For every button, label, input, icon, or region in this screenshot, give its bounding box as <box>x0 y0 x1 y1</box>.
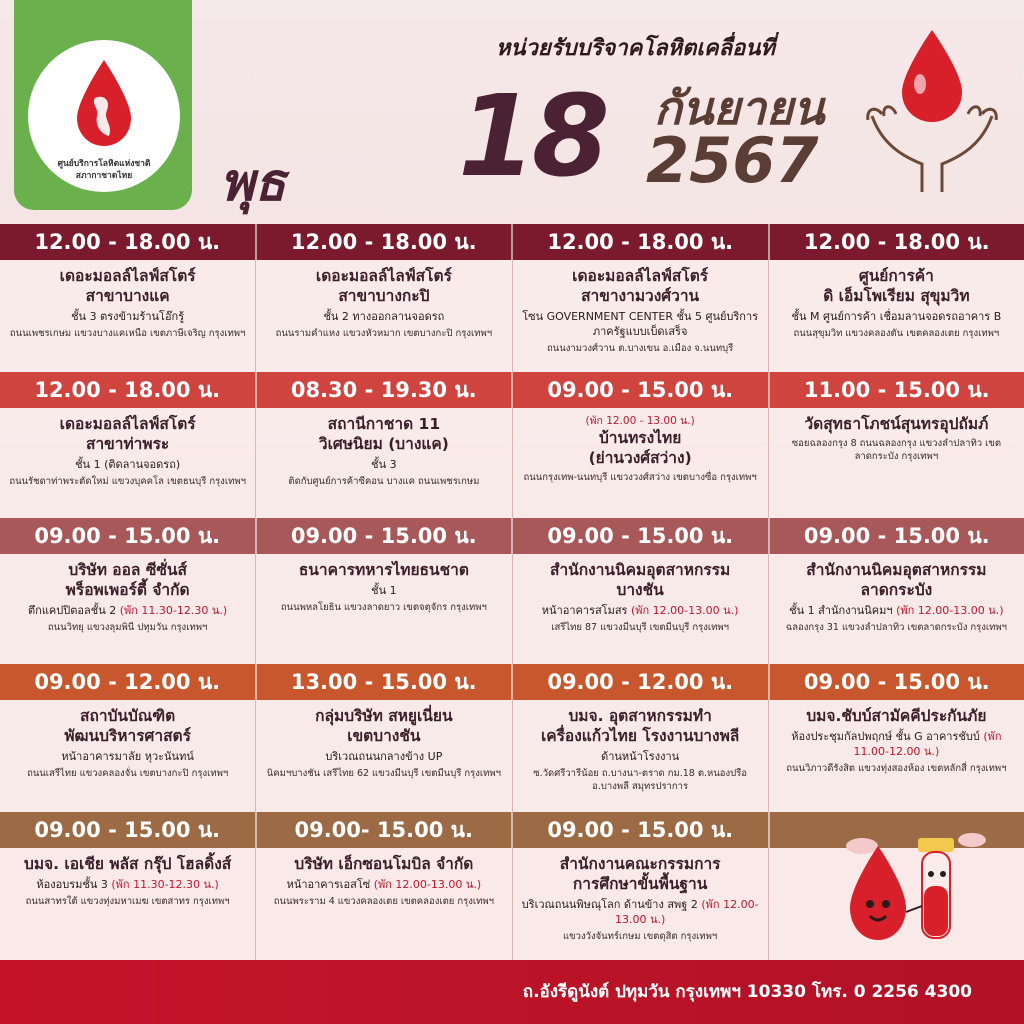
location-name: วัดสุทธาโภชน์สุนทรอุปถัมภ์ <box>804 415 989 433</box>
location-cell <box>513 260 769 372</box>
location-detail <box>775 603 1018 618</box>
location-name: ธนาคารทหารไทยธนชาต <box>298 561 469 579</box>
time-slot: 12.00 - 18.00 น. <box>513 224 770 260</box>
location-address: ถนนวิภาวดีรังสิต แขวงทุ่งสองห้อง เขตหลักสี่ กรุงเทพฯ <box>786 763 1007 774</box>
location-name: บริษัท เอ็กซอนโมบิล จำกัด <box>294 855 474 873</box>
time-slot: 09.00 - 12.00 น. <box>0 664 257 700</box>
location-detail <box>6 749 249 764</box>
location-floor: ห้องประชุมกัลปพฤกษ์ ชั้น G อาคารชับบ์ <box>791 730 980 743</box>
location-name: บมจ. เอเชีย พลัส กรุ๊ป โฮลดิ้งส์ <box>24 855 232 873</box>
location-address: ถนนรัชดาท่าพระตัดใหม่ แขวงบุคคโล เขตธนบุรี กรุงเทพฯ <box>9 476 246 487</box>
location-address: ถนนกรุงเทพ-นนทบุรี แขวงวงศ์สว่าง เขตบางซื่อ กรุงเทพฯ <box>523 472 757 483</box>
break-time: (พัก 11.00-12.00 น.) <box>853 730 1002 758</box>
location-address: ถนนสาทรใต้ แขวงทุ่งมหาเมฆ เขตสาทร กรุงเทพฯ <box>25 896 230 907</box>
location-name: เดอะมอลล์ไลฟ์สโตร์ สาขาบางแค <box>59 267 196 305</box>
location-floor: ชั้น 3 <box>371 458 397 471</box>
break-time: (พัก 12.00-13.00 น.) <box>896 604 1004 617</box>
time-slot: 12.00 - 18.00 น. <box>0 372 257 408</box>
location-floor: ห้องอบรมชั้น 3 <box>36 878 108 891</box>
time-slot: 09.00 - 12.00 น. <box>513 664 770 700</box>
location-address: ฉลองกรุง 31 แขวงลำปลาทิว เขตลาดกระบัง กรุงเทพฯ <box>785 622 1008 633</box>
break-time: (พัก 12.00-13.00 น.) <box>614 898 759 926</box>
footer-bar <box>0 960 1024 1024</box>
time-slot: 09.00 - 15.00 น. <box>0 812 257 848</box>
location-cell <box>0 260 256 372</box>
break-time: (พัก 12.00 - 13.00 น.) <box>585 415 695 427</box>
schedule-row <box>0 518 1024 664</box>
location-name: บมจ. อุตสาหกรรมทำ เครื่องแก้วไทย โรงงานบางพลี <box>540 707 740 745</box>
time-header-row <box>0 518 1024 554</box>
time-slot: 12.00 - 18.00 น. <box>257 224 514 260</box>
location-floor: โซน GOVERNMENT CENTER ชั้น 5 ศูนย์บริการภาครัฐแบบเบ็ดเสร็จ <box>522 310 759 338</box>
time-slot: 09.00 - 15.00 น. <box>513 518 770 554</box>
location-name: สำนักงานนิคมอุตสาหกรรม ลาดกระบัง <box>806 561 987 599</box>
time-slot: 09.00 - 15.00 น. <box>257 518 514 554</box>
location-detail <box>519 309 762 339</box>
logo-text-org: ศูนย์บริการโลหิตแห่งชาติ <box>57 159 151 169</box>
time-slot: 09.00 - 15.00 น. <box>803 523 990 548</box>
location-address: แขวงวังจันทร์เกษม เขตดุสิต กรุงเทพฯ <box>563 931 718 942</box>
location-detail <box>6 603 249 618</box>
day-number: 18 <box>458 72 606 202</box>
location-cell <box>513 554 769 664</box>
location-cell <box>513 848 769 960</box>
location-name: บมจ.ชับบ์สามัคคีประกันภัย <box>806 707 987 725</box>
location-floor: ชั้น 1 <box>371 584 397 597</box>
schedule-row <box>0 664 1024 812</box>
location-address: ถนนพระราม 4 แขวงคลองเตย เขตคลองเตย กรุงเทพฯ <box>273 896 494 907</box>
location-floor: ชั้น 1 (ติดลานจอดรถ) <box>75 458 181 471</box>
break-time: (พัก 11.30-12.30 น.) <box>111 878 219 891</box>
schedule-row <box>0 372 1024 518</box>
location-address: ถนนสุขุมวิท แขวงคลองตัน เขตคลองเตย กรุงเทพฯ <box>793 328 1000 339</box>
location-name: เดอะมอลล์ไลฟ์สโตร์ สาขาท่าพระ <box>59 415 196 453</box>
time-slot: 08.30 - 19.30 น. <box>257 372 514 408</box>
location-cell <box>256 554 512 664</box>
location-detail <box>262 309 505 324</box>
location-cell <box>769 554 1024 664</box>
location-cell <box>769 408 1024 518</box>
month: กันยายน <box>654 81 825 135</box>
location-detail <box>262 877 505 892</box>
location-floor: ตึกแคปปิตอลชั้น 2 <box>28 604 117 617</box>
location-address: ถนนเพชรเกษม แขวงบางแคเหนือ เขตภาษีเจริญ กรุงเทพฯ <box>9 328 246 339</box>
location-floor: บริเวณถนนกลางข้าง UP <box>325 750 443 763</box>
time-header-row <box>0 372 1024 408</box>
location-address: ถนนวิทยุ แขวงลุมพินี ปทุมวัน กรุงเทพฯ <box>47 622 208 633</box>
location-cell <box>0 408 256 518</box>
day-name: พุธ <box>220 153 287 213</box>
location-name: บริษัท ออล ซีซั่นส์ พร็อพเพอร์ตี้ จำกัด <box>65 561 190 599</box>
time-slot: 09.00 - 15.00 น. <box>513 372 770 408</box>
blood-drop-icon <box>73 58 135 148</box>
time-slot: 09.00 - 15.00 น. <box>0 518 257 554</box>
location-address: ติดกับศูนย์การค้าซีคอน บางแค ถนนเพชรเกษม <box>288 476 480 487</box>
location-floor: ด้านหน้าโรงงาน <box>601 750 680 763</box>
location-name: สำนักงานนิคมอุตสาหกรรม บางชัน <box>550 561 731 599</box>
schedule-row <box>0 224 1024 372</box>
location-address: ซอยฉลองกรุง 8 ถนนฉลองกรุง แขวงลำปลาทิว เขตลาดกระบัง กรุงเทพฯ <box>791 438 1002 462</box>
location-floor: ชั้น 1 สำนักงานนิคมฯ <box>789 604 893 617</box>
time-slot: 12.00 - 18.00 น. <box>803 229 990 254</box>
location-address: นิคมฯบางชัน เสรีไทย 62 แขวงมีนบุรี เขตมีนบุรี กรุงเทพฯ <box>266 768 501 779</box>
location-detail <box>519 749 762 764</box>
location-name: สถานีกาชาด 11 วิเศษนิยม (บางแค) <box>318 415 449 453</box>
logo-text-parent: สภากาชาดไทย <box>75 171 133 181</box>
break-time: (พัก 11.30-12.30 น.) <box>119 604 228 617</box>
year: 2567 <box>646 124 819 197</box>
location-cell <box>769 700 1024 812</box>
location-detail <box>519 603 762 618</box>
time-slot: 11.00 - 15.00 น. <box>803 377 990 402</box>
location-cell <box>513 700 769 812</box>
location-detail <box>6 877 249 892</box>
location-name: สำนักงานคณะกรรมการ การศึกษาขั้นพื้นฐาน <box>559 855 721 893</box>
blood-drop-mascots-icon <box>822 816 1002 956</box>
location-cell <box>256 408 512 518</box>
location-address: ซ.วัดศรีวารีน้อย ถ.บางนา-ตราด กม.18 ต.หนองปรือ อ.บางพลี สมุทรปราการ <box>533 768 747 792</box>
time-slot: 12.00 - 18.00 น. <box>0 224 257 260</box>
break-time: (พัก 12.00-13.00 น.) <box>373 878 482 891</box>
location-floor: ชั้น 2 ทางออกลานจอดรถ <box>323 310 445 323</box>
break-time: (พัก 12.00-13.00 น.) <box>630 604 739 617</box>
location-detail <box>262 749 505 764</box>
location-floor: หน้าอาคารเอสโซ่ <box>286 878 371 891</box>
location-cell <box>256 700 512 812</box>
location-detail <box>775 729 1018 759</box>
logo <box>28 40 180 192</box>
location-cell <box>256 848 512 960</box>
location-floor: หน้าอาคารมาลัย หุวะนันทน์ <box>61 750 194 763</box>
location-cell <box>0 554 256 664</box>
time-header-row <box>0 664 1024 700</box>
location-cell <box>0 700 256 812</box>
location-name: สถาบันบัณฑิต พัฒนบริหารศาสตร์ <box>64 707 191 745</box>
location-detail <box>262 457 505 472</box>
location-detail <box>775 309 1018 324</box>
location-address: เสรีไทย 87 แขวงมีนบุรี เขตมีนบุรี กรุงเทพฯ <box>551 622 730 633</box>
time-slot: 09.00- 15.00 น. <box>257 812 514 848</box>
location-floor: บริเวณถนนพิษณุโลก ด้านข้าง สพฐ 2 <box>521 898 698 911</box>
hands-blood-drop-icon <box>862 24 1002 194</box>
location-detail <box>6 309 249 324</box>
location-address: ถนนรามคำแหง แขวงหัวหมาก เขตบางกะปิ กรุงเทพฯ <box>275 328 493 339</box>
location-name: ศูนย์การค้า ดิ เอ็มโพเรียม สุขุมวิท <box>823 267 970 305</box>
location-cell <box>256 260 512 372</box>
page-title: หน่วยรับบริจาคโลหิตเคลื่อนที่ <box>496 36 775 61</box>
time-slot: 09.00 - 15.00 น. <box>513 812 770 848</box>
location-floor: หน้าอาคารสโมสร <box>541 604 628 617</box>
time-slot: 09.00 - 15.00 น. <box>803 669 990 694</box>
time-slot: 13.00 - 15.00 น. <box>257 664 514 700</box>
location-cell <box>0 848 256 960</box>
location-name: บ้านทรงไทย (ย่านวงศ์สว่าง) <box>588 429 692 467</box>
footer-address: ถ.อังรีดูนังต์ ปทุมวัน กรุงเทพฯ 10330 โทร. 0 2256 4300 <box>522 982 972 1002</box>
location-name: กลุ่มบริษัท สหยูเนี่ยน เขตบางชัน <box>315 707 453 745</box>
location-cell <box>513 408 769 518</box>
location-detail <box>519 897 762 927</box>
location-cell <box>769 260 1024 372</box>
location-detail <box>6 457 249 472</box>
location-name: เดอะมอลล์ไลฟ์สโตร์ สาขาบางกะปิ <box>315 267 452 305</box>
time-header-row <box>0 224 1024 260</box>
location-floor: ชั้น 3 ตรงข้ามร้านโอ๊กรู้ <box>71 310 185 323</box>
location-address: ถนนพหลโยธิน แขวงลาดยาว เขตจตุจักร กรุงเทพฯ <box>280 602 487 613</box>
location-name: เดอะมอลล์ไลฟ์สโตร์ สาขางามวงศ์วาน <box>572 267 709 305</box>
location-address: ถนนงามวงศ์วาน ต.บางเขน อ.เมือง จ.นนทบุรี <box>547 343 734 354</box>
location-address: ถนนเสรีไทย แขวงคลองจั่น เขตบางกะปิ กรุงเทพฯ <box>27 768 229 779</box>
location-floor: ชั้น M ศูนย์การค้า เชื่อมลานจอดรถอาคาร B <box>791 310 1002 323</box>
location-detail <box>262 583 505 598</box>
